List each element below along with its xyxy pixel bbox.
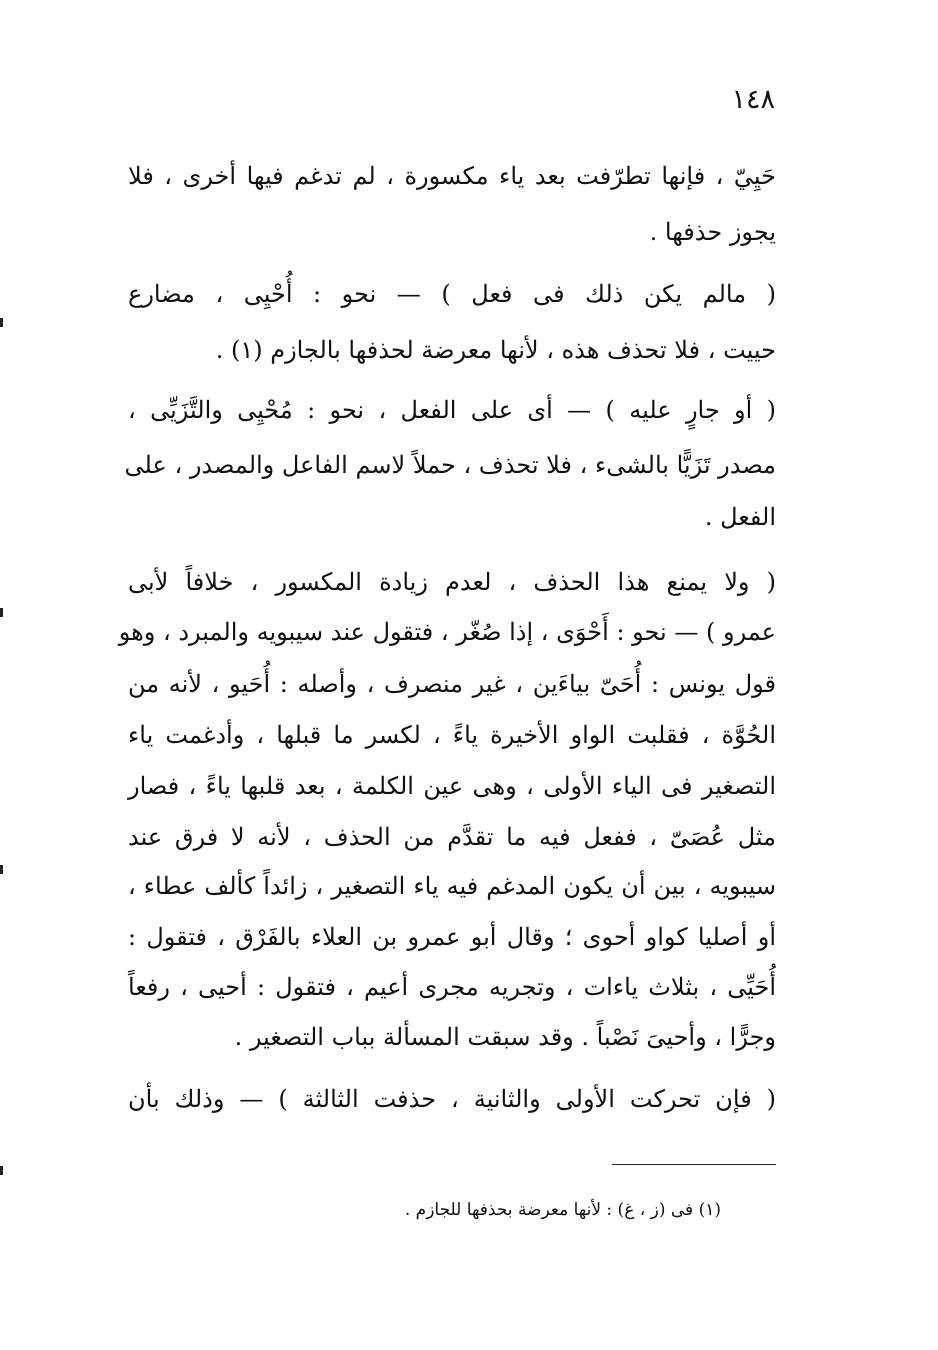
text-line: يجوز حذفها . xyxy=(649,218,776,246)
text-line: مصدر تَزَيًّا بالشىء ، فلا تحذف ، حملاً لاسم الفاعل والمصدر ، على xyxy=(124,451,776,479)
text-line: ( مالم يكن ذلك فى فعل ) — نحو : أُحْيِى ، مضارع xyxy=(128,280,776,308)
text-line: الحُوَّة ، فقلبت الواو الأخيرة ياءً ، لكسر ما قبلها ، وأدغمت ياء xyxy=(128,721,776,749)
footnote-divider xyxy=(612,1164,776,1165)
footnote: (١) فى (ز ، غ) : لأنها معرضة بحذفها للجازم . xyxy=(404,1200,721,1220)
text-line: سيبويه ، بين أن يكون المدغم فيه ياء التصغير ، زائداً كألف عطاء ، xyxy=(128,872,776,900)
scan-edge-mark xyxy=(0,1166,3,1175)
text-line: التصغير فى الياء الأولى ، وهى عين الكلمة ، بعد قلبها ياءً ، فصار xyxy=(128,772,776,800)
text-line: مثل عُصَىّ ، ففعل فيه ما تقدَّم من الحذف ، لأنه لا فرق عند xyxy=(128,823,776,851)
text-line: عمرو ) — نحو : أَحْوَى ، إذا صُغّر ، فتقول عند سيبويه والمبرد ، وهو xyxy=(118,618,776,646)
text-line: الفعل . xyxy=(704,503,776,531)
scan-edge-mark xyxy=(0,865,3,874)
page-number: ١٤٨ xyxy=(731,84,775,115)
text-line: ( فإن تحركت الأولى والثانية ، حذفت الثالثة ) — وذلك بأن xyxy=(128,1085,776,1113)
scan-edge-mark xyxy=(0,608,3,617)
text-line: وجرًّا ، وأحيىَ نَصْباً . وقد سبقت المسألة بباب التصغير . xyxy=(234,1023,776,1051)
scan-edge-mark xyxy=(0,318,3,327)
text-line: أُحَيِّى ، بثلاث ياءات ، وتجريه مجرى أعيم ، فتقول : أحيى ، رفعاً xyxy=(128,973,776,1001)
text-line: ( أو جارٍ عليه ) — أى على الفعل ، نحو : مُحْيِى والتَّزَيِّى ، xyxy=(128,396,776,424)
text-line: ( ولا يمنع هذا الحذف ، لعدم زيادة المكسور ، خلافاً لأبى xyxy=(128,568,776,596)
text-line: أو أصليا كواو أحوى ؛ وقال أبو عمرو بن العلاء بالفَرْق ، فتقول : xyxy=(128,923,776,951)
text-line: حييت ، فلا تحذف هذه ، لأنها معرضة لحذفها بالجازم (١) . xyxy=(215,336,776,364)
text-line: قول يونس : أُحَىّ بياءَين ، غير منصرف ، وأصله : أُحَيو ، لأنه من xyxy=(128,670,776,698)
text-line: حَيِيّ ، فإنها تطرّفت بعد ياء مكسورة ، لم تدغم فيها أخرى ، فلا xyxy=(128,162,776,190)
